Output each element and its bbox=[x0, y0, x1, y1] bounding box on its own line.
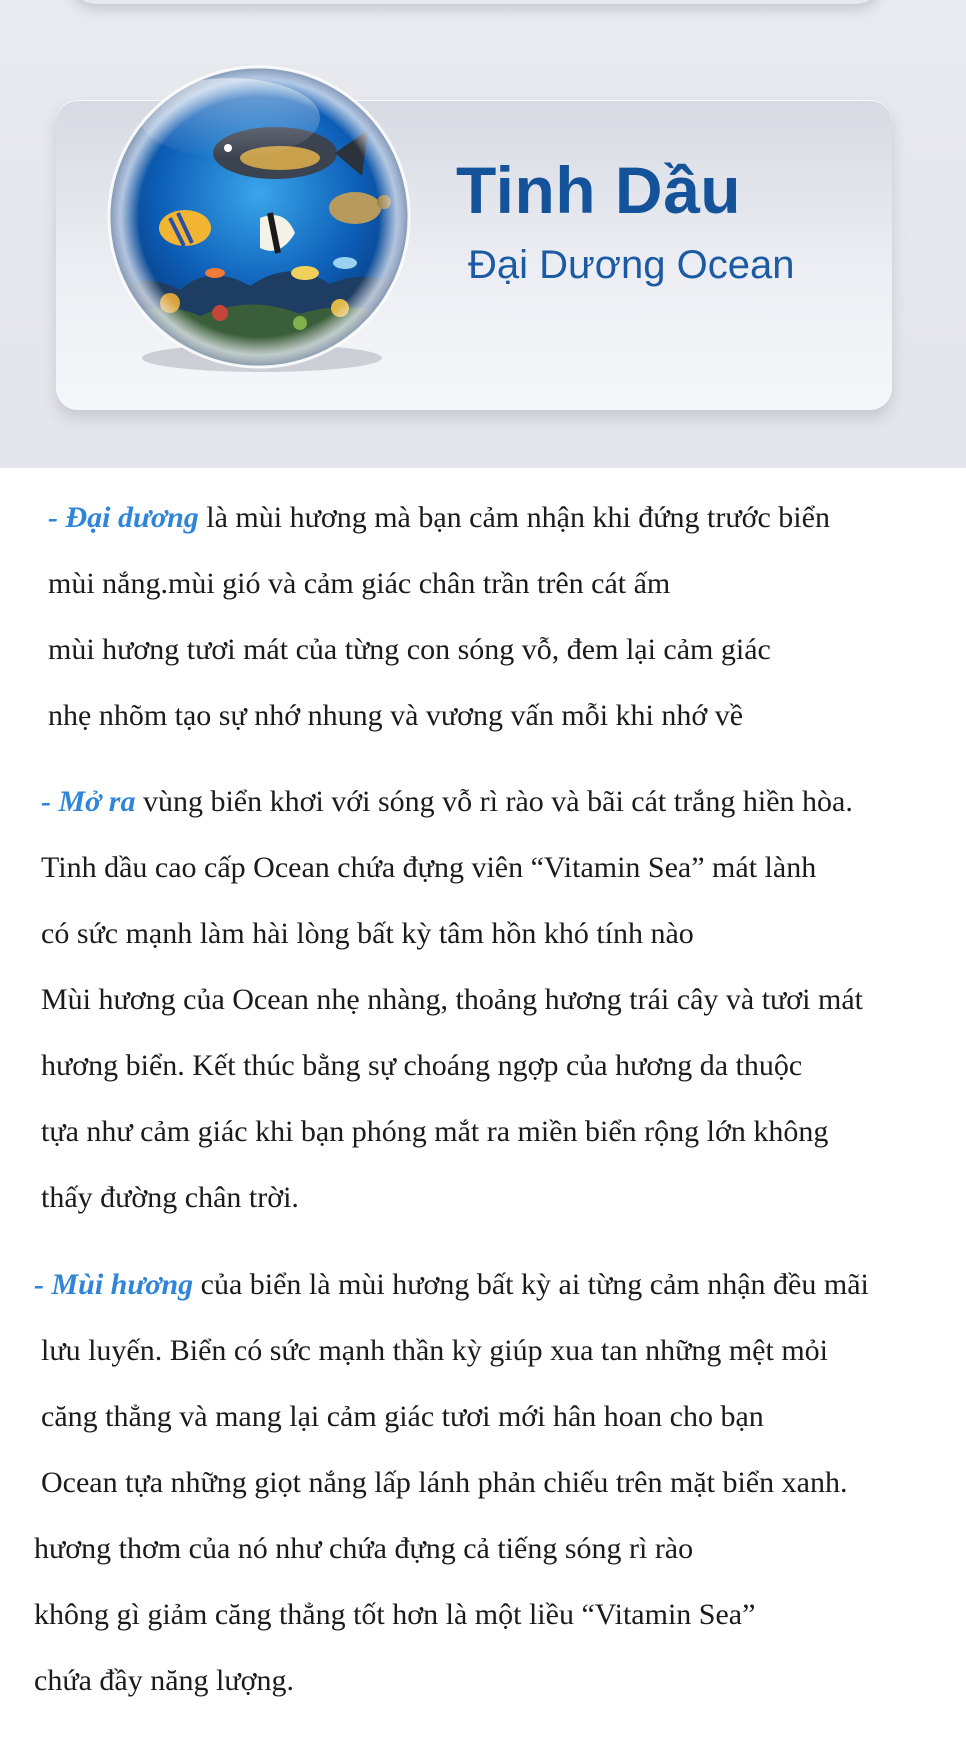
paragraph-line: lưu luyến. Biển có sức mạnh thần kỳ giúp xua tan những mệt mỏi bbox=[41, 1334, 828, 1367]
paragraph-line: Tinh dầu cao cấp Ocean chứa đựng viên “Vitamin Sea” mát lành bbox=[41, 851, 817, 884]
paragraph-line: thấy đường chân trời. bbox=[41, 1181, 299, 1214]
paragraph-line: không gì giảm căng thẳng tốt hơn là một liều “Vitamin Sea” bbox=[34, 1598, 756, 1631]
paragraph-line: có sức mạnh làm hài lòng bất kỳ tâm hồn khó tính nào bbox=[41, 917, 694, 950]
ocean-globe-icon bbox=[100, 58, 418, 376]
paragraph-line: nhẹ nhõm tạo sự nhớ nhung và vương vấn mỗi khi nhớ về bbox=[48, 699, 744, 732]
paragraph-line bbox=[34, 1265, 869, 1305]
paragraph-text: là mùi hương mà bạn cảm nhận khi đứng trước biển bbox=[198, 501, 830, 534]
paragraph-line: hương thơm của nó như chứa đựng cả tiếng sóng rì rào bbox=[34, 1532, 694, 1565]
paragraph-line: mùi nắng.mùi gió và cảm giác chân trần trên cát ấm bbox=[48, 567, 671, 600]
paragraph-line bbox=[48, 498, 830, 538]
paragraph-line: tựa như cảm giác khi bạn phóng mắt ra miền biển rộng lớn không bbox=[41, 1115, 829, 1148]
paragraph-line: Mùi hương của Ocean nhẹ nhàng, thoảng hương trái cây và tươi mát bbox=[41, 983, 863, 1016]
paragraph-text: của biển là mùi hương bất kỳ ai từng cảm nhận đều mãi bbox=[193, 1268, 869, 1301]
paragraph-text: vùng biển khơi với sóng vỗ rì rào và bãi cát trắng hiền hòa. bbox=[135, 785, 853, 818]
top-card-edge bbox=[70, 0, 882, 4]
paragraph-line: Ocean tựa những giọt nắng lấp lánh phản chiếu trên mặt biển xanh. bbox=[41, 1466, 848, 1499]
paragraph-line: chứa đầy năng lượng. bbox=[34, 1664, 294, 1697]
hero-banner bbox=[0, 0, 966, 468]
paragraph-line: căng thẳng và mang lại cảm giác tươi mới hân hoan cho bạn bbox=[41, 1400, 764, 1433]
paragraph-line: mùi hương tươi mát của từng con sóng vỗ, đem lại cảm giác bbox=[48, 633, 771, 666]
highlight-term: - Đại dương bbox=[48, 501, 199, 534]
highlight-term: - Mùi hương bbox=[34, 1268, 194, 1301]
paragraph-line bbox=[41, 782, 853, 822]
page-subtitle: Đại Dương Ocean bbox=[468, 243, 795, 287]
highlight-term: - Mở ra bbox=[41, 785, 136, 818]
page-title: Tinh Dầu bbox=[456, 153, 742, 227]
paragraph-line: hương biển. Kết thúc bằng sự choáng ngợp của hương da thuộc bbox=[41, 1049, 803, 1082]
